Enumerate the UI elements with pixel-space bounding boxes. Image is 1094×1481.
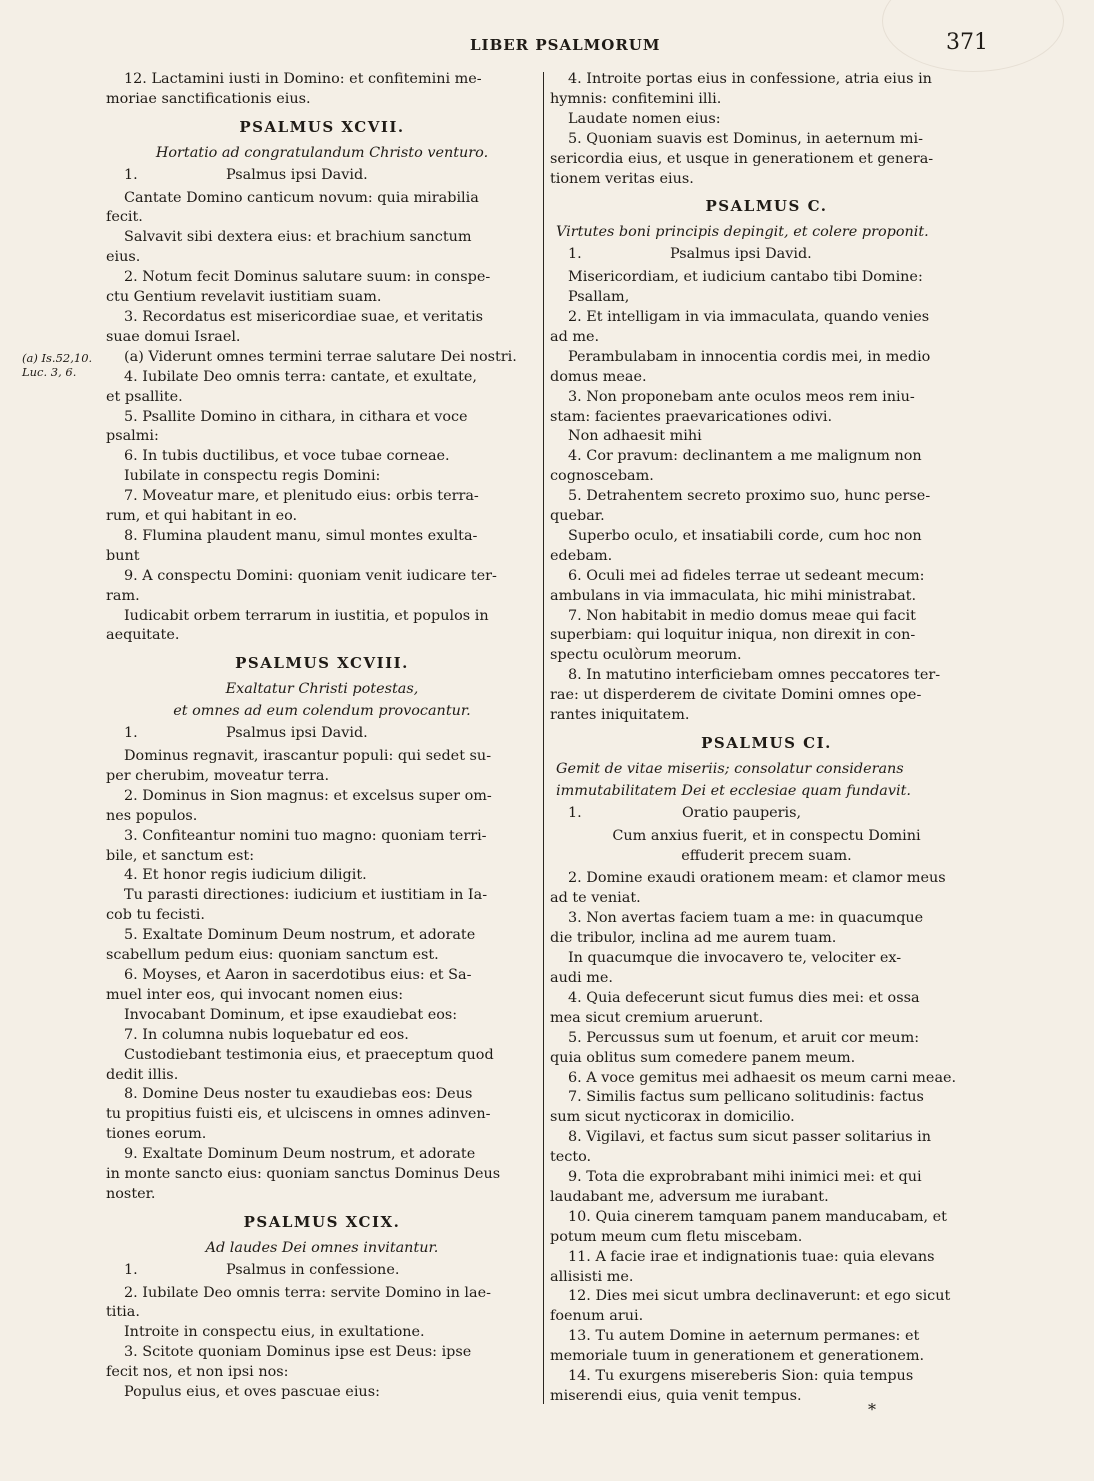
verse-line: domus meae. <box>550 368 647 385</box>
verse-line: sericordia eius, et usque in generationem et genera- <box>550 150 934 167</box>
verse-line: fecit nos, et non ipsi nos: <box>106 1364 289 1381</box>
verse-line: tionem veritas eius. <box>550 170 694 187</box>
psalm-heading: PSALMUS XCIX. <box>243 1212 401 1231</box>
verse-line: Introite in conspectu eius, in exultatione. <box>124 1324 425 1341</box>
verse-line: eius. <box>106 249 141 266</box>
verse-line: Iubilate in conspectu regis Domini: <box>124 468 381 485</box>
verse-line: Salvavit sibi dextera eius: et brachium sanctum <box>124 229 472 246</box>
verse-line: 3. Scitote quoniam Dominus ipse est Deus: ipse <box>124 1344 472 1361</box>
psalm-title: Psalmus ipsi David. <box>226 725 368 742</box>
verse-line: rantes iniquitatem. <box>550 707 690 724</box>
psalm-argument: immutabilitatem Dei et ecclesiae quam fundavit. <box>556 782 911 799</box>
verse-line: 3. Non avertas faciem tuam a me: in quacumque <box>568 910 924 927</box>
right-column <box>550 70 983 1407</box>
verse-line: laudabant me, adversum me iurabant. <box>550 1188 829 1205</box>
verse-line: 6. Moyses, et Aaron in sacerdotibus eius: et Sa- <box>124 966 472 983</box>
psalm-title: Psalmus ipsi David. <box>670 246 812 263</box>
margin-note-line: (a) Is.52,10. <box>22 351 93 365</box>
verse-line: rum, et qui habitant in eo. <box>106 508 298 525</box>
psalm-argument: et omnes ad eum colendum provocantur. <box>173 703 471 720</box>
verse-line: rae: ut disperderem de civitate Domini omnes ope- <box>550 687 922 704</box>
verse-line: audi me. <box>550 969 613 986</box>
psalm-title-continued: effuderit precem suam. <box>681 847 852 864</box>
verse-line: Cantate Domino canticum novum: quia mirabilia <box>124 189 479 206</box>
left-intro <box>106 70 538 110</box>
psalm-title-line <box>106 1261 538 1281</box>
verse-line: 8. Domine Deus noster tu exaudiebas eos: Deus <box>124 1086 473 1103</box>
verse-line: 5. Quoniam suavis est Dominus, in aeternum mi- <box>568 130 923 147</box>
psalm-text <box>550 869 983 1406</box>
verse-line: 7. Non habitabit in medio domus meae qui facit <box>568 607 916 624</box>
verse-line: psalmi: <box>106 428 159 445</box>
verse-line: In quacumque die invocavero te, velociter ex- <box>568 950 902 967</box>
psalm-title-line <box>550 245 983 265</box>
verse-line: in monte sancto eius: quoniam sanctus Dominus Deus <box>106 1166 501 1183</box>
verse-line: 14. Tu exurgens misereberis Sion: quia tempus <box>568 1368 914 1385</box>
verse-line: 9. Tota die exprobrabant mihi inimici mei: et qui <box>568 1169 922 1186</box>
psalm-text <box>106 189 538 647</box>
verse-line: Tu parasti directiones: iudicium et iustitiam in Ia- <box>124 887 488 904</box>
verse-line: bunt <box>106 547 140 564</box>
verse-line: Dominus regnavit, irascantur populi: qui sedet su- <box>124 748 492 764</box>
verse-line: 5. Exaltate Dominum Deum nostrum, et adorate <box>124 927 476 944</box>
verse-line: per cherubim, moveatur terra. <box>106 767 330 784</box>
verse-line: 4. Cor pravum: declinantem a me malignum non <box>568 448 922 465</box>
verse-line: 7. Similis factus sum pellicano solitudinis: factus <box>568 1089 924 1106</box>
psalm-heading: PSALMUS XCVIII. <box>235 654 409 673</box>
verse-line: 4. Et honor regis iudicium diligit. <box>124 867 367 884</box>
verse-line: 5. Detrahentem secreto proximo suo, hunc perse- <box>568 488 931 505</box>
psalm-text <box>106 747 538 1205</box>
verse-line: ctu Gentium revelavit iustitiam suam. <box>106 289 382 306</box>
verse-line: 4. Introite portas eius in confessione, atria eius in <box>568 71 932 87</box>
verse-line: 11. A facie irae et indignationis tuae: quia elevans <box>568 1248 935 1265</box>
verse-line: bile, et sanctum est: <box>106 847 255 864</box>
verse-line: Custodiebant testimonia eius, et praeceptum quod <box>124 1046 494 1063</box>
verse-line: titia. <box>106 1304 140 1321</box>
column-rule <box>543 72 544 1404</box>
verse-line: dedit illis. <box>106 1066 179 1083</box>
verse-line: tiones eorum. <box>106 1126 207 1143</box>
psalm-heading: PSALMUS CI. <box>701 734 832 752</box>
psalm-title: Psalmus in confessione. <box>226 1261 400 1278</box>
verse-line: 10. Quia cinerem tamquam panem manducabam, et <box>568 1208 947 1225</box>
verse-line: Non adhaesit mihi <box>568 428 702 445</box>
verse-line: Misericordiam, et iudicium cantabo tibi Domine: <box>568 269 923 286</box>
verse-line: 9. Exaltate Dominum Deum nostrum, et adorate <box>124 1146 476 1163</box>
verse-line: 8. Vigilavi, et factus sum sicut passer solitarius in <box>568 1129 932 1146</box>
verse-line: suae domui Israel. <box>106 328 241 345</box>
psalm-argument: Gemit de vitae miseriis; consolatur considerans <box>556 760 904 777</box>
verse-line: quebar. <box>550 508 605 525</box>
verse-line: 7. Moveatur mare, et plenitudo eius: orbis terra- <box>124 488 479 505</box>
psalm-title-line <box>550 804 983 824</box>
psalm-argument: Hortatio ad congratulandum Christo venturo. <box>155 144 489 161</box>
verse-line: tu propitius fuisti eis, et ulciscens in omnes adinven- <box>106 1106 491 1123</box>
verse-line: 12. Dies mei sicut umbra declinaverunt: et ego sicut <box>568 1288 951 1305</box>
verse-line: edebam. <box>550 547 613 564</box>
verse-line: ad me. <box>550 328 600 345</box>
verse-line: 4. Quia defecerunt sicut fumus dies mei: et ossa <box>568 989 920 1006</box>
margin-note-line: Luc. 3, 6. <box>22 365 77 379</box>
verse-line: Superbo oculo, et insatiabili corde, cum hoc non <box>568 527 922 544</box>
psalm-argument: Exaltatur Christi potestas, <box>225 681 419 698</box>
verse-line: moriae sanctificationis eius. <box>106 90 311 107</box>
verse-line: 2. Et intelligam in via immaculata, quando venies <box>568 308 930 325</box>
verse-line: Perambulabam in innocentia cordis mei, in medio <box>568 348 931 365</box>
verse-line: nes populos. <box>106 807 198 824</box>
verse-line: 7. In columna nubis loquebatur ed eos. <box>124 1026 409 1043</box>
verse-line: superbiam: qui loquitur iniqua, non direxit in con- <box>550 627 916 644</box>
verse-line: tecto. <box>550 1149 592 1166</box>
psalm-title-continued: Cum anxius fuerit, et in conspectu Domini <box>612 827 921 844</box>
psalm-heading: PSALMUS C. <box>705 197 828 216</box>
verse-line: 3. Non proponebam ante oculos meos rem iniu- <box>568 388 915 405</box>
verse-line: 3. Recordatus est misericordiae suae, et veritatis <box>124 308 484 325</box>
verse-line: Iudicabit orbem terrarum in iustitia, et populos in <box>124 607 489 624</box>
running-title: LIBER PSALMORUM <box>470 36 661 54</box>
verse-line: mea sicut cremium aruerunt. <box>550 1009 764 1026</box>
verse-number: 1. <box>124 1261 138 1278</box>
verse-number: 1. <box>568 804 582 821</box>
verse-line: 6. A voce gemitus mei adhaesit os meum carni meae. <box>568 1069 957 1086</box>
verse-number: 1. <box>124 166 138 183</box>
verse-line: cognoscebam. <box>550 468 654 485</box>
verse-line: 3. Confiteantur nomini tuo magno: quoniam terri- <box>124 827 487 844</box>
psalm-text <box>550 268 983 726</box>
margin-note <box>22 351 92 379</box>
verse-line: die tribulor, inclina ad me aurem tuam. <box>550 930 837 947</box>
verse-line: aequitate. <box>106 627 180 644</box>
verse-line: sum sicut nycticorax in domicilio. <box>550 1109 795 1126</box>
verse-line: (a) Viderunt omnes termini terrae salutare Dei nostri. <box>124 348 517 365</box>
verse-line: foenum arui. <box>550 1308 644 1325</box>
psalm-argument: Ad laudes Dei omnes invitantur. <box>205 1239 439 1256</box>
verse-line: Laudate nomen eius: <box>568 110 721 127</box>
right-intro <box>550 70 983 189</box>
verse-line: 6. In tubis ductilibus, et voce tubae corneae. <box>124 448 450 465</box>
verse-line: 5. Percussus sum ut foenum, et aruit cor meum: <box>568 1029 920 1046</box>
page-number: 371 <box>946 30 988 55</box>
verse-line: 2. Dominus in Sion magnus: et excelsus super om- <box>124 787 492 804</box>
verse-line: quia oblitus sum comedere panem meum. <box>550 1049 856 1066</box>
verse-line: stam: facientes praevaricationes odivi. <box>550 408 833 425</box>
verse-line: 2. Notum fecit Dominus salutare suum: in conspe- <box>124 269 491 286</box>
verse-line: miserendi eius, quia venit tempus. <box>550 1388 802 1404</box>
end-mark: * <box>868 1400 876 1419</box>
psalm-title: Psalmus ipsi David. <box>226 166 368 183</box>
verse-line: ad te veniat. <box>550 890 641 907</box>
verse-line: potum meum cum fletu miscebam. <box>550 1228 803 1245</box>
verse-line: 12. Lactamini iusti in Domino: et confitemini me- <box>124 71 482 87</box>
verse-number: 1. <box>124 725 138 742</box>
psalm-title: Oratio pauperis, <box>682 804 802 821</box>
psalm-text <box>106 1284 538 1403</box>
verse-line: noster. <box>106 1185 156 1202</box>
verse-line: ram. <box>106 587 140 604</box>
psalm-argument: Virtutes boni principis depingit, et colere proponit. <box>556 224 929 241</box>
verse-line: cob tu fecisti. <box>106 907 205 924</box>
verse-line: et psallite. <box>106 388 183 405</box>
verse-line: spectu oculòrum meorum. <box>550 647 742 664</box>
verse-line: Invocabant Dominum, et ipse exaudiebat eos: <box>124 1006 458 1023</box>
psalm-heading: PSALMUS XCVII. <box>239 117 405 136</box>
verse-number: 1. <box>568 246 582 263</box>
verse-line: muel inter eos, qui invocant nomen eius: <box>106 986 404 1003</box>
verse-line: 8. In matutino interficiebam omnes peccatores ter- <box>568 667 941 684</box>
verse-line: 5. Psallite Domino in cithara, in cithara et voce <box>124 408 468 425</box>
verse-line: allisisti me. <box>550 1268 634 1285</box>
verse-line: 8. Flumina plaudent manu, simul montes exulta- <box>124 527 478 544</box>
verse-line: fecit. <box>106 209 143 226</box>
verse-line: 2. Domine exaudi orationem meam: et clamor meus <box>568 870 946 887</box>
psalm-title-line <box>106 724 538 744</box>
verse-line: hymnis: confitemini illi. <box>550 90 722 107</box>
verse-line: Psallam, <box>568 289 630 306</box>
verse-line: Populus eius, et oves pascuae eius: <box>124 1384 380 1401</box>
psalm-title-line <box>106 166 538 186</box>
verse-line: 9. A conspectu Domini: quoniam venit iudicare ter- <box>124 567 497 584</box>
verse-line: memoriale tuum in generationem et generationem. <box>550 1348 925 1365</box>
verse-line: 6. Oculi mei ad fideles terrae ut sedeant mecum: <box>568 567 925 584</box>
verse-line: 2. Iubilate Deo omnis terra: servite Domino in lae- <box>124 1284 491 1301</box>
left-column <box>106 70 538 1403</box>
verse-line: scabellum pedum eius: quoniam sanctum est. <box>106 947 439 964</box>
verse-line: 13. Tu autem Domine in aeternum permanes: et <box>568 1328 920 1345</box>
verse-line: 4. Iubilate Deo omnis terra: cantate, et exultate, <box>124 368 477 385</box>
verse-line: ambulans in via immaculata, hic mihi ministrabat. <box>550 587 917 604</box>
